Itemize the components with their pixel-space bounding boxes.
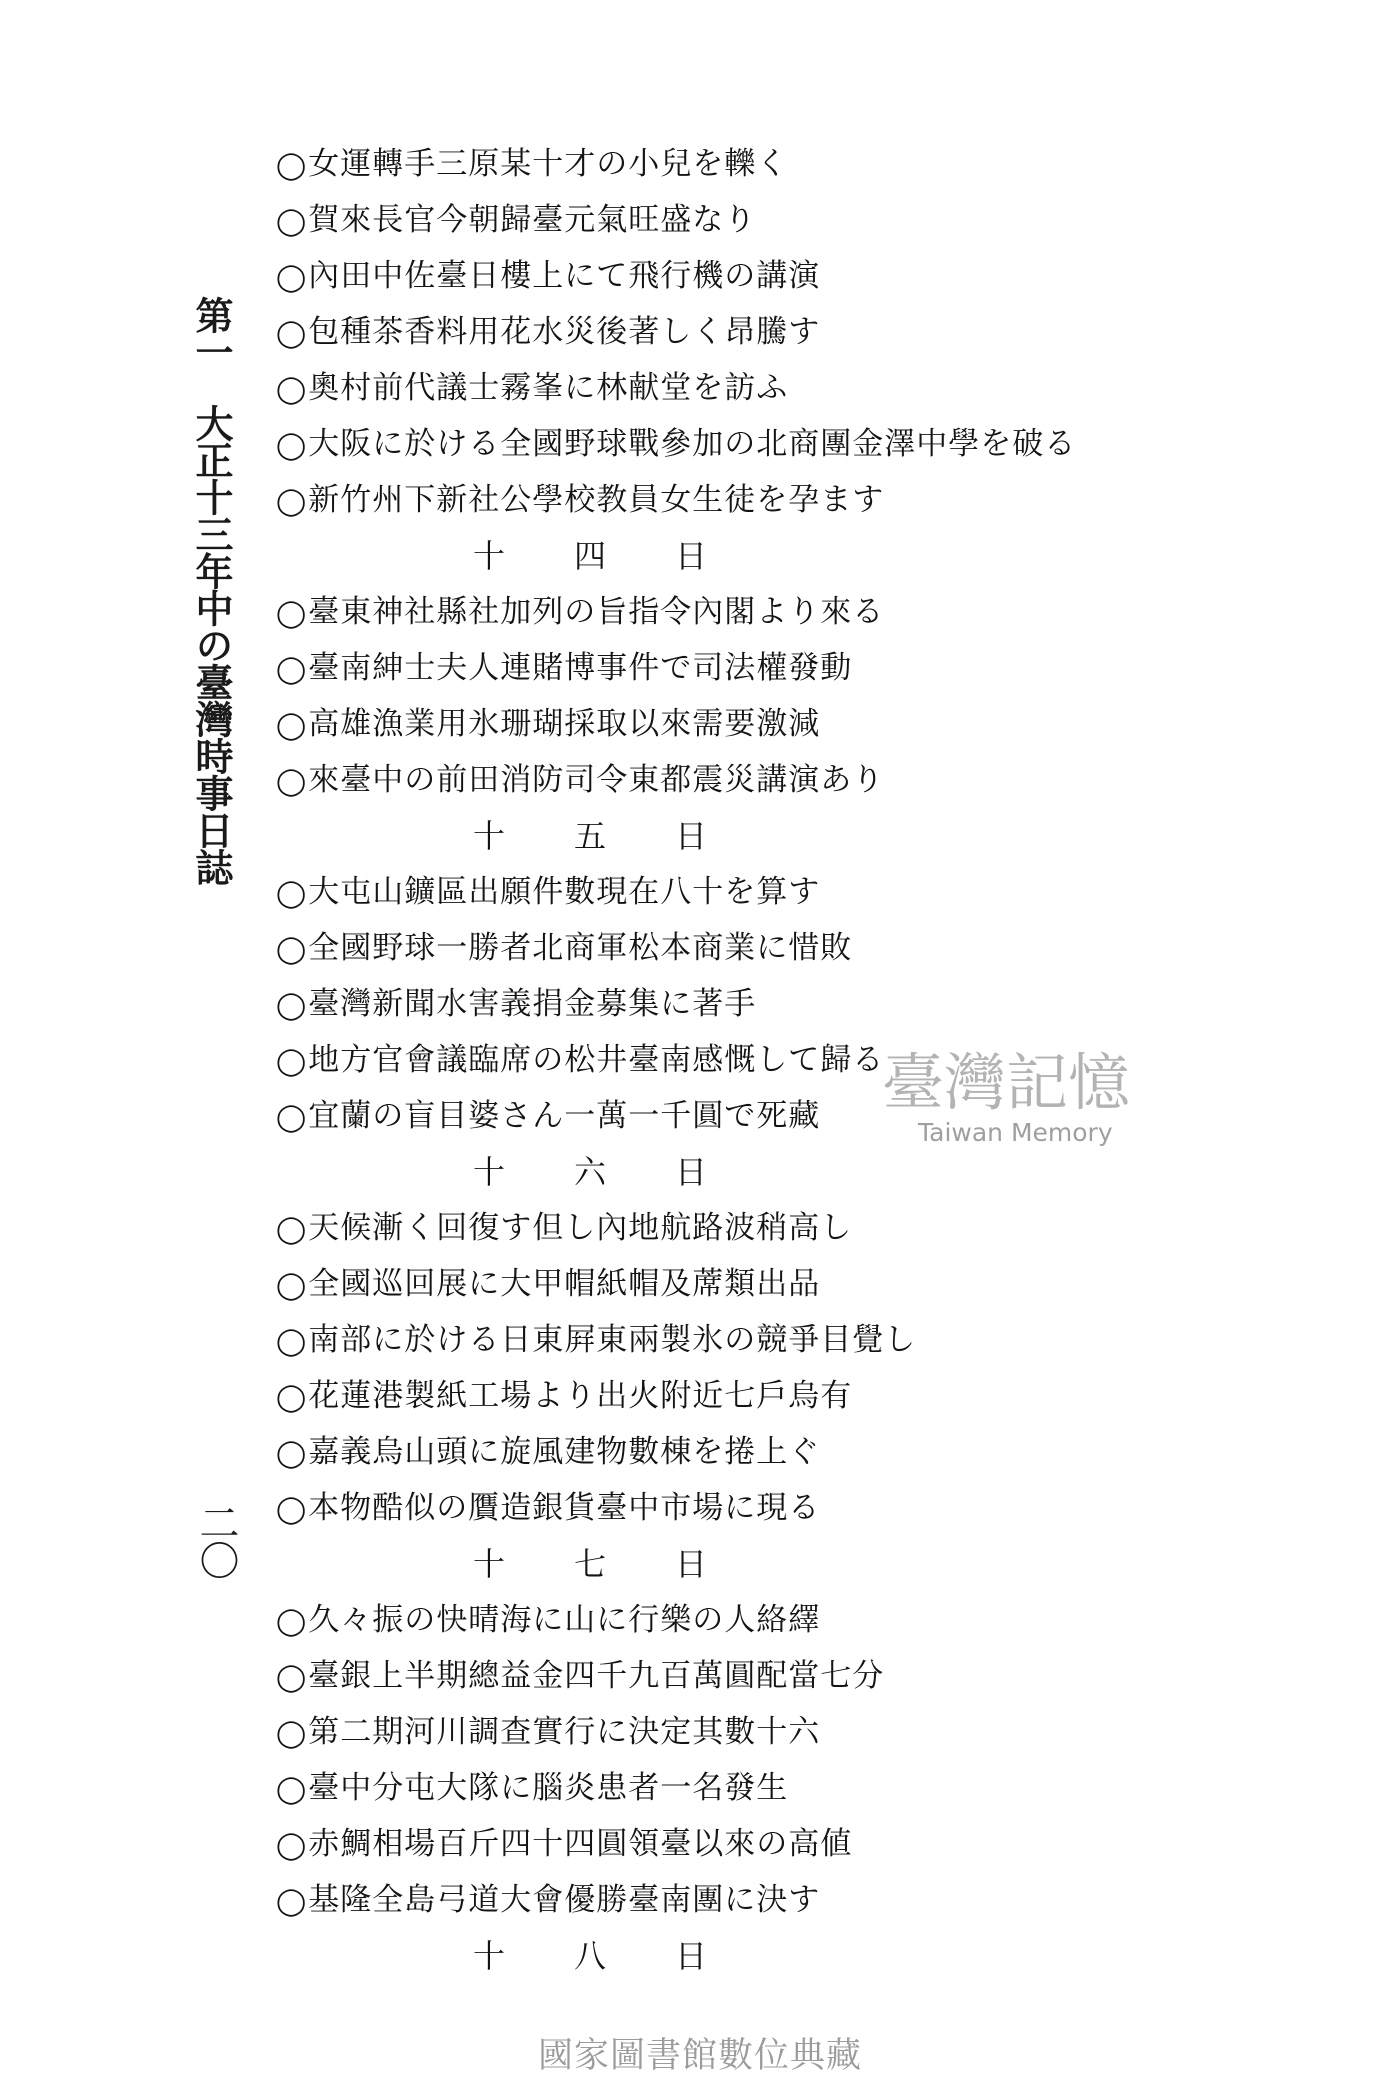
entry-text: 花蓮港製紙工場より出火附近七戶烏有 — [308, 1378, 853, 1414]
bullet-mark: ◯ — [276, 1830, 308, 1861]
watermark-logo: 臺灣記憶 — [882, 1046, 1131, 1119]
entry-text: 南部に於ける日東屛東兩製氷の競爭目覺し — [308, 1322, 917, 1358]
bullet-mark: ◯ — [276, 1102, 308, 1133]
diary-entry — [276, 416, 1176, 472]
watermark — [882, 1046, 1172, 1147]
diary-entry — [276, 1704, 1176, 1760]
date-heading — [276, 1144, 1176, 1200]
entry-text: 天候漸く回復す但し內地航路波稍高し — [308, 1210, 853, 1246]
date-char: 日 — [675, 537, 708, 575]
diary-entry — [276, 1480, 1176, 1536]
bullet-mark: ◯ — [276, 934, 308, 965]
diary-entry — [276, 1816, 1176, 1872]
entry-text: 本物酷似の贋造銀貨臺中市場に現る — [308, 1490, 821, 1526]
entry-text: 赤鯛相場百斤四十四圓領臺以來の高値 — [308, 1826, 853, 1862]
entry-text: 基隆全島弓道大會優勝臺南團に決す — [308, 1882, 821, 1918]
bullet-mark: ◯ — [276, 1662, 308, 1693]
bullet-mark: ◯ — [276, 374, 308, 405]
diary-entry — [276, 192, 1176, 248]
diary-entry — [276, 136, 1176, 192]
bullet-mark: ◯ — [276, 1326, 308, 1357]
diary-entry — [276, 696, 1176, 752]
bullet-mark: ◯ — [276, 318, 308, 349]
entry-text: 高雄漁業用氷珊瑚採取以來需要激減 — [308, 706, 821, 742]
entry-text: 嘉義烏山頭に旋風建物數棟を捲上ぐ — [308, 1434, 821, 1470]
date-char: 四 — [574, 537, 607, 575]
diary-entry — [276, 752, 1176, 808]
diary-entry — [276, 1312, 1176, 1368]
page-number: 二〇 — [193, 1502, 239, 1578]
bullet-mark: ◯ — [276, 262, 308, 293]
bullet-mark: ◯ — [276, 1382, 308, 1413]
bullet-mark: ◯ — [276, 654, 308, 685]
diary-entry — [276, 1872, 1176, 1928]
diary-entry — [276, 1648, 1176, 1704]
date-char: 八 — [574, 1937, 607, 1975]
date-heading — [276, 528, 1176, 584]
date-char: 十 — [473, 1937, 506, 1975]
diary-entry — [276, 640, 1176, 696]
diary-entry — [276, 584, 1176, 640]
entry-text: 臺東神社縣社加列の旨指令內閣より來る — [308, 594, 885, 630]
diary-entry — [276, 472, 1176, 528]
entry-text: 全國野球一勝者北商軍松本商業に惜敗 — [308, 930, 853, 966]
entry-text: 臺灣新聞水害義捐金募集に著手 — [308, 986, 757, 1022]
bullet-mark: ◯ — [276, 486, 308, 517]
entry-text: 地方官會議臨席の松井臺南感慨して歸る — [308, 1042, 885, 1078]
bullet-mark: ◯ — [276, 1774, 308, 1805]
date-char: 十 — [473, 1545, 506, 1583]
watermark-subtitle: Taiwan Memory — [918, 1118, 1113, 1147]
diary-entry — [276, 304, 1176, 360]
bullet-mark: ◯ — [276, 766, 308, 797]
bullet-mark: ◯ — [276, 710, 308, 741]
date-char: 日 — [675, 817, 708, 855]
entry-text: 臺中分屯大隊に腦炎患者一名發生 — [308, 1770, 789, 1806]
section-title: 大正十三年中の臺灣時事日誌 — [189, 404, 234, 885]
chapter-label: 第一 — [189, 296, 234, 370]
entry-text: 奧村前代議士霧峯に林献堂を訪ふ — [308, 370, 789, 406]
diary-entry — [276, 1760, 1176, 1816]
entry-text: 女運轉手三原某十才の小兒を轢く — [308, 146, 789, 182]
date-char: 六 — [574, 1153, 607, 1191]
date-char: 十 — [473, 537, 506, 575]
bullet-mark: ◯ — [276, 598, 308, 629]
date-char: 日 — [675, 1545, 708, 1583]
entry-text: 包種茶香料用花水災後著しく昂騰す — [308, 314, 821, 350]
date-char: 十 — [473, 817, 506, 855]
entry-text: 內田中佐臺日樓上にて飛行機の講演 — [308, 258, 821, 294]
diary-entry — [276, 1200, 1176, 1256]
bullet-mark: ◯ — [276, 1214, 308, 1245]
bullet-mark: ◯ — [276, 1718, 308, 1749]
bullet-mark: ◯ — [276, 1606, 308, 1637]
entry-text: 臺銀上半期總益金四千九百萬圓配當七分 — [308, 1658, 885, 1694]
bullet-mark: ◯ — [276, 430, 308, 461]
date-char: 五 — [574, 817, 607, 855]
running-header — [189, 296, 234, 885]
date-heading — [276, 1536, 1176, 1592]
date-char: 日 — [675, 1937, 708, 1975]
entry-text: 賀來長官今朝歸臺元氣旺盛なり — [308, 202, 757, 238]
footer-credit: 國家圖書館數位典藏 — [537, 2036, 862, 2076]
date-char: 日 — [675, 1153, 708, 1191]
bullet-mark: ◯ — [276, 878, 308, 909]
date-char: 七 — [574, 1545, 607, 1583]
bullet-mark: ◯ — [276, 990, 308, 1021]
entry-text: 宜蘭の盲目婆さん一萬一千圓で死藏 — [308, 1098, 821, 1134]
bullet-mark: ◯ — [276, 206, 308, 237]
date-char: 十 — [473, 1153, 506, 1191]
entry-text: 臺南紳士夫人連賭博事件で司法權發動 — [308, 650, 853, 686]
entry-text: 大阪に於ける全國野球戰參加の北商團金澤中學を破る — [308, 426, 1077, 462]
date-heading — [276, 1928, 1176, 1984]
diary-entry — [276, 920, 1176, 976]
diary-entry — [276, 248, 1176, 304]
diary-entry — [276, 360, 1176, 416]
entry-text: 新竹州下新社公學校教員女生徒を孕ます — [308, 482, 885, 518]
bullet-mark: ◯ — [276, 1886, 308, 1917]
bullet-mark: ◯ — [276, 1270, 308, 1301]
diary-entry — [276, 976, 1176, 1032]
bullet-mark: ◯ — [276, 1046, 308, 1077]
bullet-mark: ◯ — [276, 1438, 308, 1469]
diary-entry — [276, 1256, 1176, 1312]
date-heading — [276, 808, 1176, 864]
entry-text: 第二期河川調查實行に決定其數十六 — [308, 1714, 821, 1750]
bullet-mark: ◯ — [276, 150, 308, 181]
diary-entry — [276, 1592, 1176, 1648]
diary-entry — [276, 1424, 1176, 1480]
entry-text: 全國巡回展に大甲帽紙帽及蓆類出品 — [308, 1266, 821, 1302]
diary-entry — [276, 1368, 1176, 1424]
diary-entry — [276, 864, 1176, 920]
entry-text: 來臺中の前田消防司令東都震災講演あり — [308, 762, 885, 798]
bullet-mark: ◯ — [276, 1494, 308, 1525]
entry-text: 大屯山鑛區出願件數現在八十を算す — [308, 874, 821, 910]
entry-text: 久々振の快晴海に山に行樂の人絡繹 — [308, 1602, 821, 1638]
